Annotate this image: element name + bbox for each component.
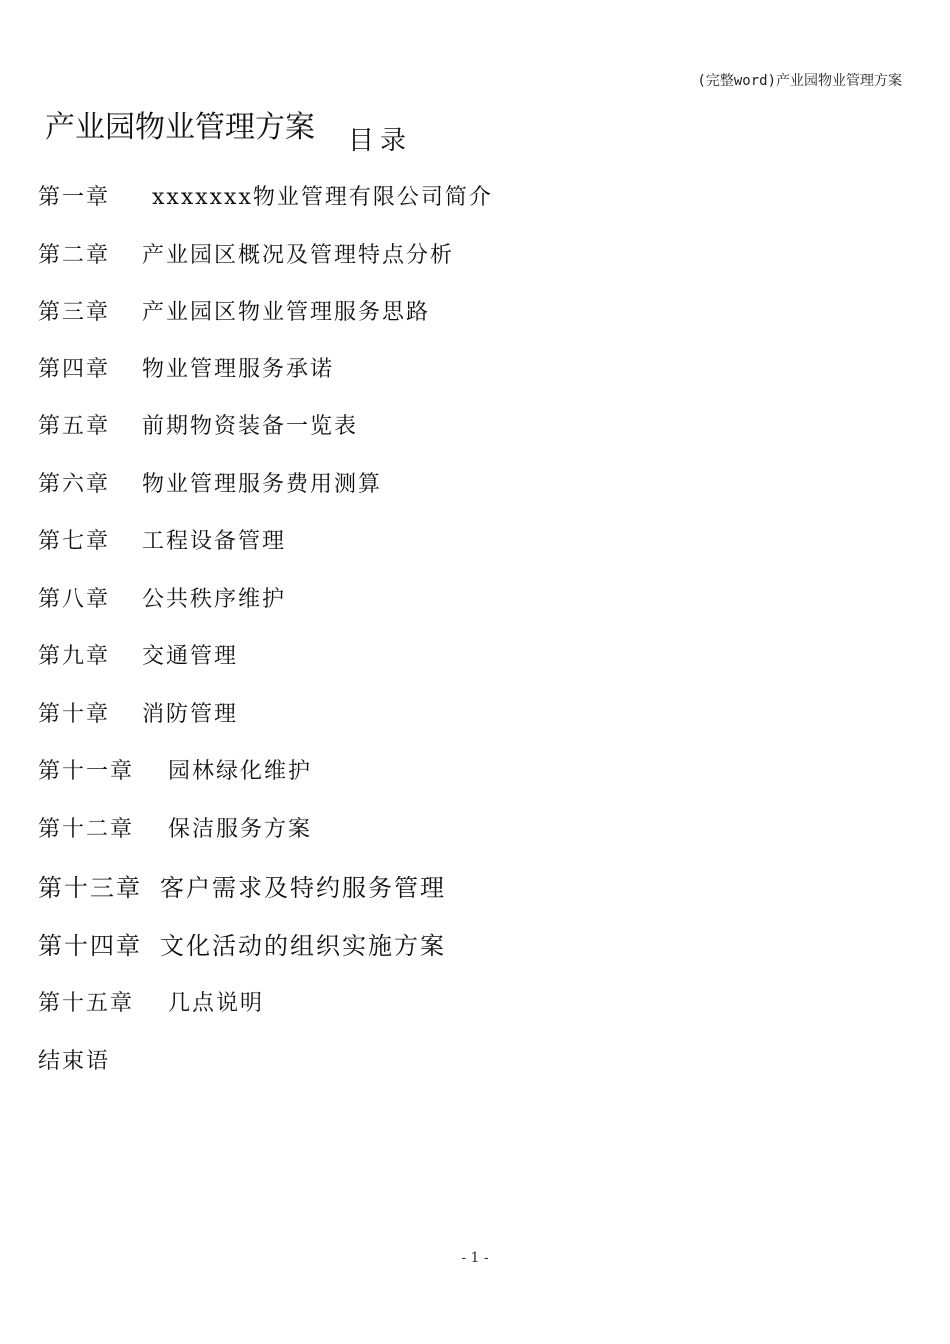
toc-item-2[interactable] xyxy=(38,238,454,269)
toc-chapter-title: 园林绿化维护 xyxy=(168,759,313,784)
toc-chapter-number: 第五章 xyxy=(38,414,111,439)
toc-item-13[interactable] xyxy=(38,868,446,903)
toc-chapter-title: 交通管理 xyxy=(142,644,239,669)
toc-chapter-title: 产业园区概况及管理特点分析 xyxy=(142,243,455,268)
toc-chapter-number: 第三章 xyxy=(38,300,111,325)
page-number: - 1 - xyxy=(461,1250,489,1266)
toc-chapter-title: 工程设备管理 xyxy=(142,529,287,554)
document-title: 产业园物业管理方案 xyxy=(45,110,315,146)
toc-chapter-title: 前期物资装备一览表 xyxy=(142,414,359,439)
toc-chapter-title: 物业管理服务承诺 xyxy=(142,357,335,382)
toc-chapter-title: xxxxxxx物业管理有限公司简介 xyxy=(152,185,493,210)
toc-chapter-number: 第八章 xyxy=(38,587,111,612)
toc-item-15[interactable] xyxy=(38,986,264,1017)
toc-item-11[interactable] xyxy=(38,754,312,785)
toc-chapter-title: 物业管理服务费用测算 xyxy=(142,472,383,497)
toc-chapter-title: 消防管理 xyxy=(142,702,239,727)
toc-chapter-number: 第四章 xyxy=(38,357,111,382)
toc-chapter-title: 产业园区物业管理服务思路 xyxy=(142,300,431,325)
toc-chapter-title: 保洁服务方案 xyxy=(168,817,313,842)
toc-chapter-number: 第二章 xyxy=(38,243,111,268)
toc-item-3[interactable] xyxy=(38,295,430,326)
toc-chapter-number: 第十五章 xyxy=(38,991,135,1016)
toc-item-6[interactable] xyxy=(38,467,382,498)
toc-item-10[interactable] xyxy=(38,697,238,728)
toc-chapter-number: 第十章 xyxy=(38,702,111,727)
toc-item-12[interactable] xyxy=(38,812,312,843)
toc-chapter-number: 结束语 xyxy=(38,1049,111,1074)
toc-chapter-number: 第十四章 xyxy=(38,932,142,960)
toc-item-5[interactable] xyxy=(38,409,358,440)
toc-chapter-number: 第九章 xyxy=(38,644,111,669)
toc-chapter-title: 文化活动的组织实施方案 xyxy=(160,932,446,960)
toc-item-14[interactable] xyxy=(38,926,446,961)
toc-item-9[interactable] xyxy=(38,639,238,670)
toc-item-1[interactable] xyxy=(38,180,493,211)
toc-chapter-number: 第六章 xyxy=(38,472,111,497)
toc-chapter-number: 第十二章 xyxy=(38,817,135,842)
toc-chapter-title: 公共秩序维护 xyxy=(142,587,287,612)
toc-heading: 目录 xyxy=(347,126,412,156)
toc-chapter-title: 几点说明 xyxy=(168,991,265,1016)
toc-item-8[interactable] xyxy=(38,582,286,613)
toc-chapter-number: 第十一章 xyxy=(38,759,135,784)
running-header: (完整word)产业园物业管理方案 xyxy=(697,73,902,89)
toc-item-conclusion[interactable] xyxy=(38,1044,110,1075)
toc-chapter-number: 第七章 xyxy=(38,529,111,554)
toc-item-4[interactable] xyxy=(38,352,334,383)
toc-chapter-number: 第十三章 xyxy=(38,874,142,902)
toc-item-7[interactable] xyxy=(38,524,286,555)
toc-chapter-title: 客户需求及特约服务管理 xyxy=(160,874,446,902)
toc-chapter-number: 第一章 xyxy=(38,185,111,210)
